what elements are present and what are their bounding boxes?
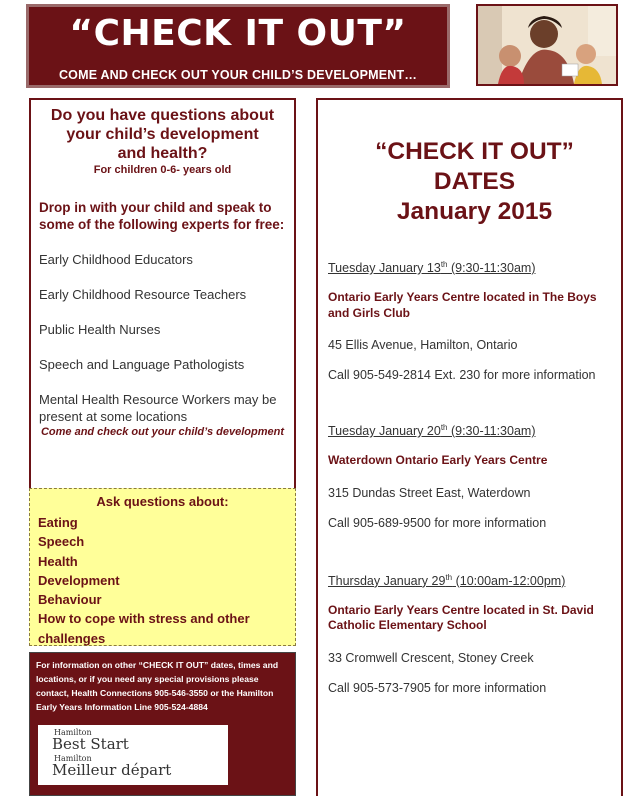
event-1: [328, 260, 618, 382]
list-item: Speech: [38, 534, 85, 550]
age-range: For children 0-6- years old: [93, 164, 232, 176]
event-venue: Ontario Early Years Centre located in St. David Catholic Elementary School: [328, 602, 594, 633]
event-date: Thursday January 29th (10:00am-12:00pm): [328, 572, 566, 588]
ask-list: [38, 513, 295, 648]
event-phone: Call 905-549-2814 Ext. 230 for more information: [328, 368, 596, 383]
event-3: [328, 573, 618, 695]
event-phone: Call 905-573-7905 for more information: [328, 680, 547, 695]
list-item: Early Childhood Resource Teachers: [39, 287, 247, 302]
best-start-logo: Hamilton Best Start Hamilton Meilleur départ: [38, 725, 228, 785]
questions-heading: Do you have questions about your child’s development and health?: [50, 107, 275, 162]
banner-title: “CHECK IT OUT”: [69, 13, 407, 54]
list-item: Development: [38, 572, 120, 588]
ask-questions-panel: [29, 488, 296, 646]
event-address: 315 Dundas Street East, Waterdown: [328, 485, 531, 500]
ask-heading: Ask questions about:: [96, 494, 229, 509]
list-item: Mental Health Resource Workers may be present at some locations: [39, 392, 277, 424]
dates-heading: “CHECK IT OUT” DATES January 2015: [375, 138, 574, 225]
event-venue: Ontario Early Years Centre located in The Boys and Girls Club: [328, 290, 597, 320]
banner-subtitle: COME AND CHECK OUT YOUR CHILD’S DEVELOPMENT…: [58, 68, 418, 82]
list-item: How to cope with stress and other challenges: [38, 611, 250, 646]
event-address: 33 Cromwell Crescent, Stoney Creek: [328, 650, 534, 665]
event-date: Tuesday January 20th (9:30-11:30am): [328, 423, 536, 439]
event-2: [328, 423, 618, 530]
drop-in-text: Drop in with your child and speak to some of the following experts for free:: [39, 200, 285, 232]
experts-list: [39, 251, 294, 425]
contact-info-panel: [29, 652, 296, 796]
dates-panel: [316, 98, 623, 796]
event-venue: Waterdown Ontario Early Years Centre: [328, 453, 548, 468]
family-photo-icon: [476, 4, 618, 86]
header-banner: [26, 4, 450, 88]
come-check-text: Come and check out your child’s development: [40, 426, 285, 438]
list-item: Health: [38, 553, 78, 569]
list-item: Behaviour: [38, 592, 102, 608]
event-phone: Call 905-689-9500 for more information: [328, 515, 547, 530]
questions-panel: [29, 98, 296, 488]
event-address: 45 Ellis Avenue, Hamilton, Ontario: [328, 338, 518, 353]
list-item: Eating: [38, 515, 78, 530]
event-date: Tuesday January 13th (9:30-11:30am): [328, 260, 536, 276]
list-item: Speech and Language Pathologists: [39, 357, 245, 372]
list-item: Public Health Nurses: [39, 322, 161, 337]
list-item: Early Childhood Educators: [39, 252, 193, 267]
contact-info-text: For information on other “CHECK IT OUT” dates, times and locations, or if you need any special provisions please contact, Health Connections 905-546-3550 or the Hamilton Early Years Information Line 905-524-4884: [36, 660, 279, 712]
